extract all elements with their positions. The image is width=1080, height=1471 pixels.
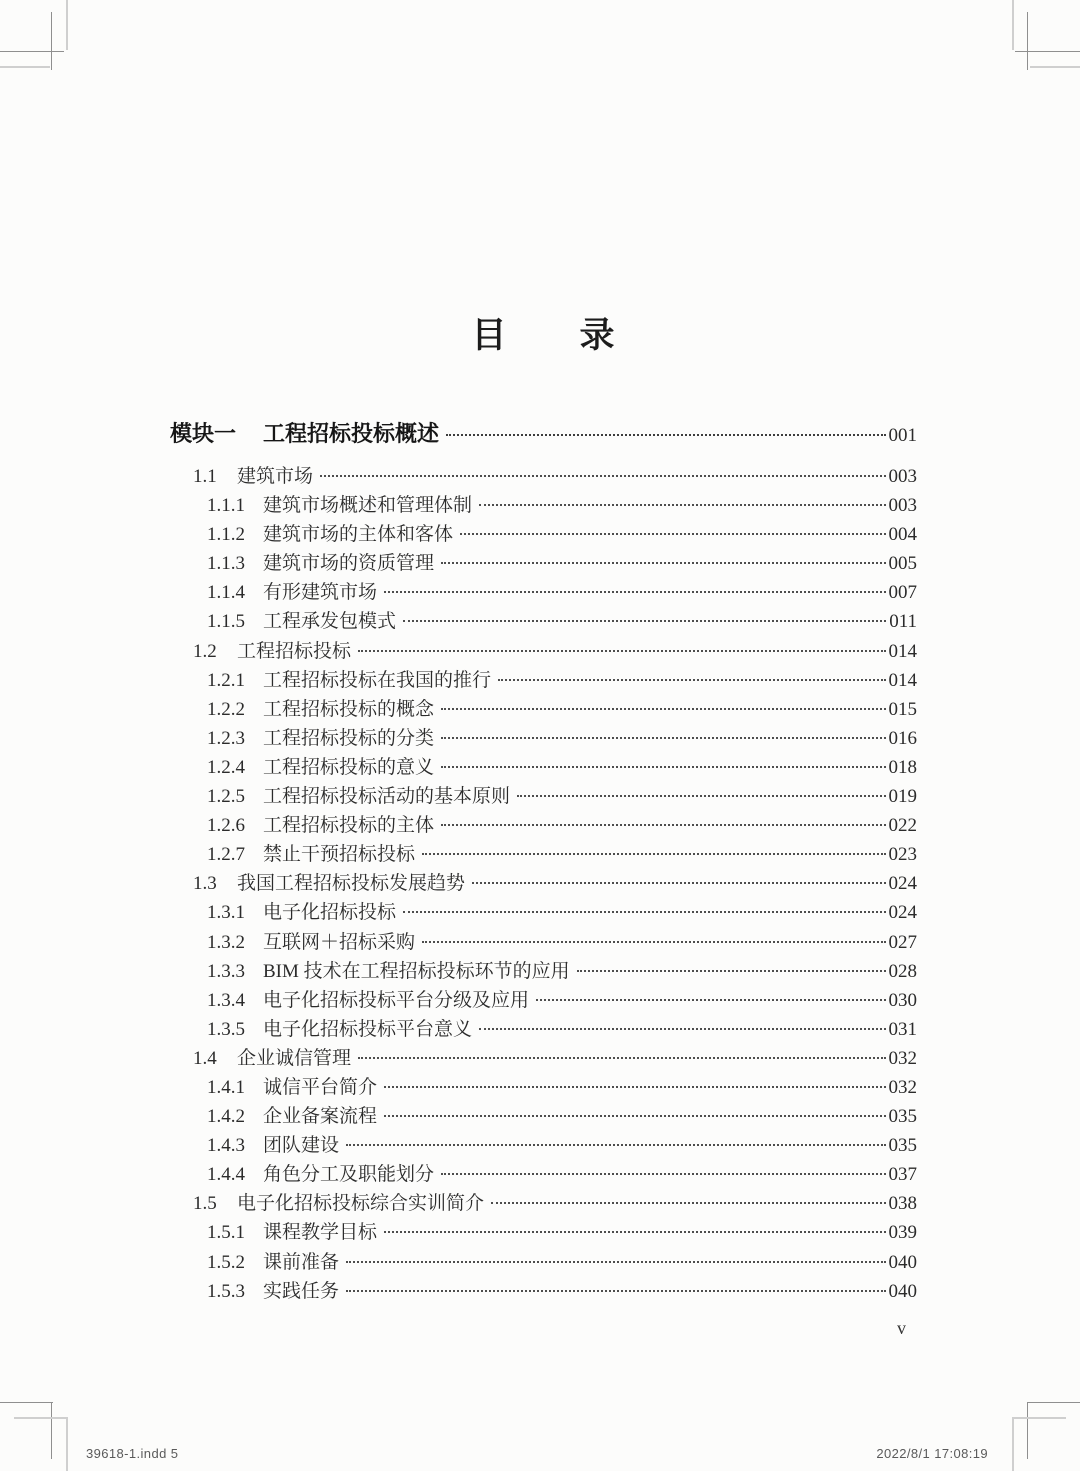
entry-number: 1.2 <box>193 640 217 662</box>
slug-filename: 39618-1.indd 5 <box>86 1446 179 1461</box>
entry-number: 1.3.1 <box>207 902 245 924</box>
dot-leader-line <box>384 591 885 593</box>
dot-leader-line <box>498 679 885 681</box>
entry-number: 1.1.5 <box>207 611 245 633</box>
dot-leader-line <box>384 1086 885 1088</box>
table-of-contents <box>170 417 917 1305</box>
entry-number: 1.2.5 <box>207 786 245 808</box>
entry-page-number: 032 <box>888 1076 917 1098</box>
entry-title: 工程招标投标的意义 <box>263 756 435 778</box>
entry-title: 工程招标投标的主体 <box>263 815 435 837</box>
dot-leader-line <box>358 1057 885 1059</box>
entry-page-number: 022 <box>888 815 917 837</box>
dot-leader-line <box>346 1144 885 1146</box>
entry-title: 工程招标投标的分类 <box>263 727 435 749</box>
dot-leader-line <box>479 504 885 506</box>
toc-entry-row <box>170 1247 917 1276</box>
entry-number: 1.1.2 <box>207 524 245 546</box>
entry-number: 1.1.4 <box>207 582 245 604</box>
entry-page-number: 027 <box>888 931 917 953</box>
dot-leader-line <box>441 824 885 826</box>
entry-number: 1.5.1 <box>207 1222 245 1244</box>
entry-title: 实践任务 <box>263 1280 340 1302</box>
entry-title: 建筑市场 <box>237 466 314 487</box>
entry-title: 建筑市场概述和管理体制 <box>263 495 473 517</box>
entry-title: 工程招标投标 <box>237 640 352 662</box>
page-edge-top-left-horizontal <box>0 66 50 68</box>
crop-mark-top-left-horizontal <box>0 51 64 52</box>
entry-page-number: 031 <box>888 1018 917 1040</box>
page-edge-top-right-vertical <box>1012 0 1014 50</box>
toc-entry-row <box>170 1014 917 1043</box>
entry-title: 建筑市场的主体和客体 <box>263 524 454 546</box>
toc-entry-row <box>170 548 917 577</box>
dot-leader-line <box>422 941 885 943</box>
entry-page-number: 023 <box>888 844 917 866</box>
entry-page-number: 030 <box>888 989 917 1011</box>
crop-mark-top-right-horizontal <box>1015 51 1080 52</box>
dot-leader-line <box>460 533 885 535</box>
entry-title: 互联网＋招标采购 <box>263 931 416 953</box>
entry-title: 电子化招标投标 <box>263 902 397 924</box>
entry-page-number: 001 <box>888 425 917 446</box>
entry-number: 1.3.4 <box>207 989 245 1011</box>
entry-number: 1.2.2 <box>207 698 245 720</box>
toc-entry-row <box>170 956 917 985</box>
folio-page-number: v <box>897 1318 906 1338</box>
entry-title: 建筑市场的资质管理 <box>263 553 435 575</box>
entry-number: 1.1.1 <box>207 495 245 517</box>
entry-title: 电子化招标投标平台意义 <box>263 1018 473 1040</box>
dot-leader-line <box>422 853 885 855</box>
page-edge-top-left-vertical <box>66 0 68 50</box>
entry-title: 我国工程招标投标发展趋势 <box>237 873 466 895</box>
entry-page-number: 003 <box>888 495 917 517</box>
toc-entry-row <box>170 897 917 926</box>
entry-page-number: 005 <box>888 553 917 575</box>
dot-leader-line <box>441 708 885 710</box>
entry-title: 有形建筑市场 <box>263 582 378 604</box>
entry-page-number: 016 <box>888 727 917 749</box>
entry-page-number: 035 <box>888 1106 917 1128</box>
entry-number: 1.3.5 <box>207 1018 245 1040</box>
dot-leader-line <box>577 970 886 972</box>
entry-title: 课前准备 <box>263 1251 340 1273</box>
toc-entry-row <box>170 927 917 956</box>
entry-number: 1.2.4 <box>207 756 245 778</box>
crop-mark-bottom-right-vertical <box>1027 1402 1028 1459</box>
page-edge-bottom-right-vertical <box>1012 1418 1014 1471</box>
page-edge-bottom-left-horizontal <box>14 1417 68 1419</box>
toc-entry-row <box>170 519 917 548</box>
entry-number: 1.1 <box>193 466 217 487</box>
entry-page-number: 032 <box>888 1047 917 1069</box>
crop-mark-top-left-vertical <box>51 12 52 70</box>
toc-entry-row <box>170 985 917 1014</box>
crop-mark-bottom-left-vertical <box>51 1402 52 1459</box>
entry-page-number: 024 <box>888 902 917 924</box>
dot-leader-line <box>384 1115 885 1117</box>
page-title: 目 录 <box>471 316 616 355</box>
entry-number: 1.2.6 <box>207 815 245 837</box>
toc-entry-row <box>170 1072 917 1101</box>
entry-page-number: 011 <box>889 611 917 633</box>
dot-leader-line <box>446 434 885 436</box>
entry-number: 1.5.2 <box>207 1251 245 1273</box>
toc-entry-row <box>170 723 917 752</box>
page-edge-top-right-horizontal <box>1030 66 1080 68</box>
dot-leader-line <box>320 475 885 477</box>
entry-page-number: 007 <box>888 582 917 604</box>
toc-entry-row <box>170 490 917 519</box>
entry-title: 企业备案流程 <box>263 1106 378 1128</box>
entry-number: 1.1.3 <box>207 553 245 575</box>
entry-title: 工程招标投标概述 <box>263 421 440 446</box>
entry-page-number: 004 <box>888 524 917 546</box>
toc-entry-row <box>170 694 917 723</box>
dot-leader-line <box>472 882 885 884</box>
crop-mark-bottom-left-horizontal <box>0 1402 53 1403</box>
entry-page-number: 003 <box>888 466 917 487</box>
toc-entry-row <box>170 781 917 810</box>
toc-entry-row <box>170 1188 917 1217</box>
entry-page-number: 035 <box>888 1135 917 1157</box>
entry-page-number: 040 <box>888 1280 917 1302</box>
toc-entry-row <box>170 665 917 694</box>
entry-title: 诚信平台简介 <box>263 1076 378 1098</box>
toc-entry-row <box>170 606 917 635</box>
entry-title: 禁止干预招标投标 <box>263 844 416 866</box>
dot-leader-line <box>517 795 885 797</box>
entry-number: 1.4.1 <box>207 1076 245 1098</box>
entry-page-number: 018 <box>888 756 917 778</box>
dot-leader-line <box>346 1261 885 1263</box>
entry-page-number: 014 <box>888 669 917 691</box>
toc-entry-row <box>170 636 917 665</box>
dot-leader-line <box>403 620 886 622</box>
entry-title: 电子化招标投标平台分级及应用 <box>263 989 530 1011</box>
entry-number: 1.5 <box>193 1193 217 1215</box>
entry-number: 1.4.3 <box>207 1135 245 1157</box>
entry-title: 工程招标投标在我国的推行 <box>263 669 492 691</box>
dot-leader-line <box>441 766 885 768</box>
crop-mark-bottom-right-horizontal <box>1027 1402 1080 1403</box>
entry-title: 企业诚信管理 <box>237 1047 352 1069</box>
entry-number: 1.3.3 <box>207 960 245 982</box>
entry-page-number: 019 <box>888 786 917 808</box>
entry-number: 1.2.1 <box>207 669 245 691</box>
entry-title: BIM 技术在工程招标投标环节的应用 <box>263 960 570 982</box>
entry-number: 1.2.3 <box>207 727 245 749</box>
page-edge-bottom-left-vertical <box>66 1418 68 1471</box>
dot-leader-line <box>346 1290 885 1292</box>
entry-title: 工程招标投标活动的基本原则 <box>263 786 511 808</box>
entry-page-number: 039 <box>888 1222 917 1244</box>
entry-page-number: 040 <box>888 1251 917 1273</box>
entry-number: 1.3.2 <box>207 931 245 953</box>
dot-leader-line <box>491 1202 885 1204</box>
toc-entry-row <box>170 868 917 897</box>
dot-leader-line <box>441 562 885 564</box>
dot-leader-line <box>384 1231 885 1233</box>
entry-title: 工程招标投标的概念 <box>263 698 435 720</box>
dot-leader-line <box>441 737 885 739</box>
dot-leader-line <box>479 1028 885 1030</box>
toc-entry-row <box>170 1043 917 1072</box>
entry-page-number: 037 <box>888 1164 917 1186</box>
entry-title: 角色分工及职能划分 <box>263 1164 435 1186</box>
entry-title: 工程承发包模式 <box>263 611 397 633</box>
entry-page-number: 015 <box>888 698 917 720</box>
entry-number: 1.4.2 <box>207 1106 245 1128</box>
page-edge-bottom-right-horizontal <box>1012 1417 1066 1419</box>
entry-title: 电子化招标投标综合实训简介 <box>237 1193 485 1215</box>
entry-number: 1.3 <box>193 873 217 895</box>
dot-leader-line <box>441 1173 885 1175</box>
dot-leader-line <box>358 650 885 652</box>
entry-page-number: 028 <box>888 960 917 982</box>
entry-title: 团队建设 <box>263 1135 340 1157</box>
toc-entry-row <box>170 810 917 839</box>
slug-timestamp: 2022/8/1 17:08:19 <box>876 1446 988 1461</box>
entry-title: 课程教学目标 <box>263 1222 378 1244</box>
entry-number: 1.4 <box>193 1047 217 1069</box>
entry-page-number: 014 <box>888 640 917 662</box>
toc-entry-row <box>170 577 917 606</box>
dot-leader-line <box>403 911 885 913</box>
toc-entry-row <box>170 1101 917 1130</box>
entry-number: 1.5.3 <box>207 1280 245 1302</box>
crop-mark-top-right-vertical <box>1027 12 1028 70</box>
entry-page-number: 024 <box>888 873 917 895</box>
toc-entry-row <box>170 752 917 781</box>
toc-entry-row <box>170 1217 917 1246</box>
entry-page-number: 038 <box>888 1193 917 1215</box>
toc-entry-row <box>170 1130 917 1159</box>
entry-number: 1.2.7 <box>207 844 245 866</box>
entry-number: 模块一 <box>170 421 237 446</box>
toc-entry-row <box>170 839 917 868</box>
toc-entry-row <box>170 461 917 490</box>
toc-entry-row <box>170 1276 917 1305</box>
dot-leader-line <box>536 999 885 1001</box>
entry-number: 1.4.4 <box>207 1164 245 1186</box>
toc-entry-row <box>170 1159 917 1188</box>
toc-module-heading-row <box>170 417 917 447</box>
